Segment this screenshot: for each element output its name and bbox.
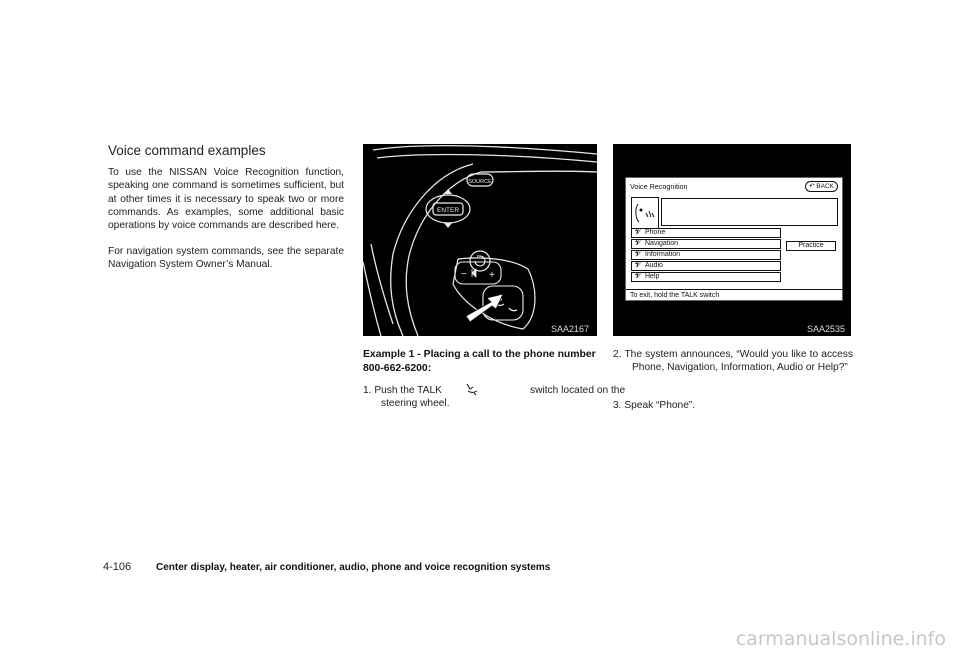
back-button[interactable]: ↶ BACK — [805, 181, 838, 192]
voice-command-icon: 𝒱 — [635, 262, 641, 269]
voice-command-icon: 𝒱 — [635, 240, 641, 247]
microphone-panel — [631, 197, 659, 229]
step1-text-continued: switch located on the — [530, 385, 626, 396]
step1-text: 1. Push the TALK — [363, 385, 442, 396]
up-arrow-icon — [444, 189, 452, 194]
command-help[interactable]: 𝒱 Help — [631, 272, 781, 282]
talk-switch-icon — [464, 381, 480, 397]
svg-text:ENTER: ENTER — [436, 207, 460, 214]
svg-text:+: + — [489, 270, 495, 281]
command-information[interactable]: 𝒱 Information — [631, 250, 781, 260]
page-number: 4-106 — [103, 561, 132, 573]
command-audio[interactable]: 𝒱 Audio — [631, 261, 781, 271]
step2-text: 2. The system announces, “Would you like to access Phone, Navigation, Information, Audio or Help?” — [613, 349, 853, 374]
enter-button — [433, 203, 463, 215]
watermark: carmanualsonline.info — [735, 628, 946, 650]
phone-handset-icon — [509, 308, 517, 311]
practice-button[interactable]: Practice — [786, 241, 836, 251]
command-phone[interactable]: 𝒱 Phone — [631, 228, 781, 238]
example-heading: Example 1 - Placing a call to the phone number 800-662-6200: — [363, 349, 596, 374]
down-arrow-icon — [444, 223, 452, 228]
svg-text:−: − — [461, 269, 467, 280]
steering-wheel-illustration — [363, 144, 597, 336]
figure-caption: SAA2535 — [807, 324, 846, 334]
steering-wheel-figure — [363, 144, 597, 336]
voice-command-icon: 𝒱 — [635, 273, 641, 280]
back-label: BACK — [816, 183, 834, 190]
section-heading: Voice command examples — [108, 143, 266, 158]
voice-command-icon: 𝒱 — [635, 229, 641, 236]
pointer-arrow-icon — [466, 294, 503, 322]
svg-text:SOURCE: SOURCE — [468, 179, 492, 185]
recognition-display — [661, 198, 838, 226]
screen-title: Voice Recognition — [630, 182, 688, 191]
section-title: Center display, heater, air conditioner, audio, phone and voice recognition systems — [156, 562, 551, 573]
speaker-icon — [472, 269, 476, 277]
voice-icon — [632, 198, 658, 228]
navigation-note-paragraph: For navigation system commands, see the separate Navigation System Owner’s Manual. — [108, 246, 344, 271]
voice-command-icon: 𝒱 — [635, 251, 641, 258]
step3-text: 3. Speak “Phone”. — [613, 400, 696, 411]
command-navigation[interactable]: 𝒱 Navigation — [631, 239, 781, 249]
back-button — [470, 251, 490, 271]
intro-paragraph: To use the NISSAN Voice Recognition function, speaking one command is sometimes sufficient, but at other times it is necessary to speak two or more commands. As examples, some additional basic operations by voice commands are described here. — [108, 167, 344, 232]
voice-recognition-screen — [625, 177, 843, 301]
step1-text-line2: steering wheel. — [381, 398, 450, 409]
screen-footer: To exit, hold the TALK switch — [626, 289, 842, 302]
figure-caption: SAA2167 — [551, 324, 590, 334]
